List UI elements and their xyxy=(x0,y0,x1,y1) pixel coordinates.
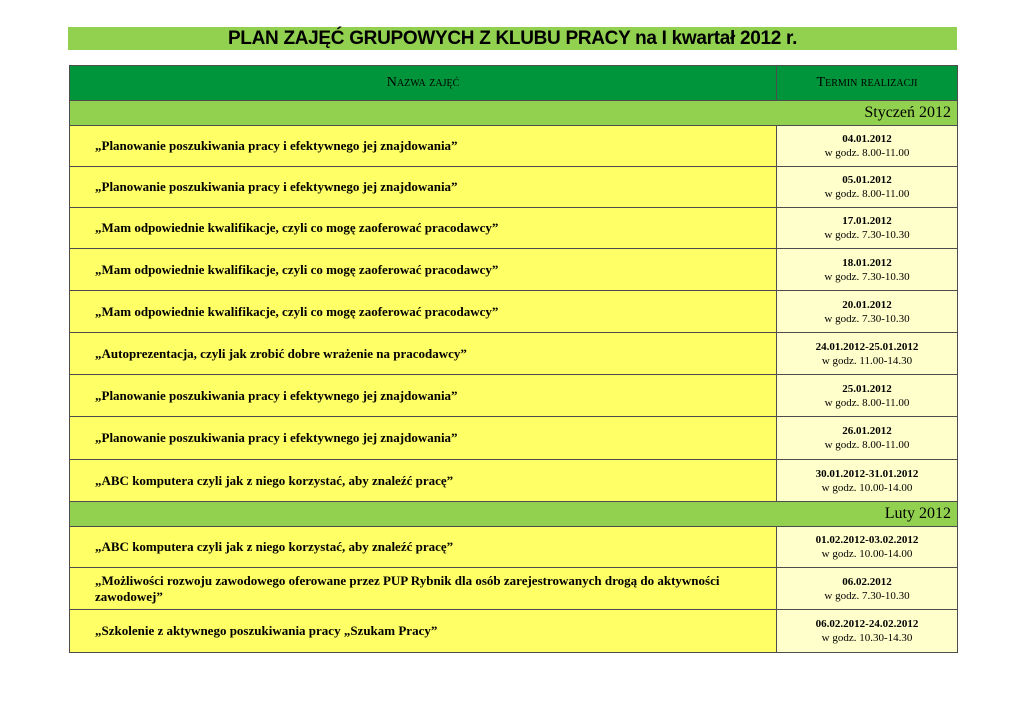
session-date: 05.01.2012 xyxy=(842,174,892,186)
session-hours: w godz. 10.00-14.00 xyxy=(821,481,913,494)
session-name: „Planowanie poszukiwania pracy i efektywnego jej znajdowania” xyxy=(70,375,777,417)
table-row xyxy=(70,333,958,375)
session-term xyxy=(777,208,958,249)
session-hours: w godz. 7.30-10.30 xyxy=(824,229,910,241)
month-row xyxy=(70,101,958,126)
session-hours: w godz. 7.30-10.30 xyxy=(824,270,910,283)
session-term xyxy=(777,460,958,502)
session-name: „Mam odpowiednie kwalifikacje, czyli co mogę zaoferować pracodawcy” xyxy=(70,249,777,291)
page-title: PLAN ZAJĘĆ GRUPOWYCH Z KLUBU PRACY na I kwartał 2012 r. xyxy=(68,27,957,50)
session-name: „Planowanie poszukiwania pracy i efektywnego jej znajdowania” xyxy=(70,167,777,208)
table-row xyxy=(70,417,958,460)
session-name: „ABC komputera czyli jak z niego korzystać, aby znaleźć pracę” xyxy=(70,460,777,502)
session-hours: w godz. 8.00-11.00 xyxy=(824,396,910,409)
session-hours: w godz. 8.00-11.00 xyxy=(824,147,910,159)
session-term xyxy=(777,333,958,375)
session-term xyxy=(777,527,958,568)
table-header-row xyxy=(70,66,958,101)
session-term xyxy=(777,375,958,417)
table-row xyxy=(70,568,958,610)
session-hours: w godz. 11.00-14.30 xyxy=(821,354,913,367)
session-hours: w godz. 10.30-14.30 xyxy=(821,632,913,644)
session-date: 30.01.2012-31.01.2012 xyxy=(815,467,919,480)
table-row xyxy=(70,167,958,208)
session-name: „Planowanie poszukiwania pracy i efektywnego jej znajdowania” xyxy=(70,417,777,460)
session-hours: w godz. 7.30-10.30 xyxy=(824,589,910,602)
month-label: Luty 2012 xyxy=(70,502,958,527)
session-name: „Planowanie poszukiwania pracy i efektywnego jej znajdowania” xyxy=(70,126,777,167)
session-hours: w godz. 8.00-11.00 xyxy=(824,439,910,451)
session-date: 06.02.2012 xyxy=(842,575,892,588)
column-header-name: Nazwa zajęć xyxy=(70,66,777,101)
table-row xyxy=(70,610,958,653)
session-hours: w godz. 10.00-14.00 xyxy=(821,548,913,560)
column-header-term: Termin realizacji xyxy=(777,66,958,101)
session-date: 17.01.2012 xyxy=(842,215,892,227)
session-name: „Mam odpowiednie kwalifikacje, czyli co mogę zaoferować pracodawcy” xyxy=(70,208,777,249)
session-name: „Autoprezentacja, czyli jak zrobić dobre wrażenie na pracodawcy” xyxy=(70,333,777,375)
month-label: Styczeń 2012 xyxy=(70,101,958,126)
table-row xyxy=(70,291,958,333)
session-date: 24.01.2012-25.01.2012 xyxy=(815,340,919,353)
session-date: 20.01.2012 xyxy=(842,298,892,311)
session-date: 25.01.2012 xyxy=(842,382,892,395)
session-name: „Mam odpowiednie kwalifikacje, czyli co mogę zaoferować pracodawcy” xyxy=(70,291,777,333)
schedule-table xyxy=(69,65,958,653)
session-term xyxy=(777,610,958,653)
table-row xyxy=(70,460,958,502)
table-row xyxy=(70,249,958,291)
session-term xyxy=(777,568,958,610)
session-term xyxy=(777,291,958,333)
table-row xyxy=(70,126,958,167)
month-row xyxy=(70,502,958,527)
session-date: 26.01.2012 xyxy=(842,425,892,437)
session-term xyxy=(777,126,958,167)
session-name: „Możliwości rozwoju zawodowego oferowane przez PUP Rybnik dla osób zarejestrowanych drogą do aktywności zawodowej” xyxy=(70,568,777,610)
session-date: 01.02.2012-03.02.2012 xyxy=(815,534,919,546)
session-name: „Szkolenie z aktywnego poszukiwania pracy „Szukam Pracy” xyxy=(70,610,777,653)
table-row xyxy=(70,208,958,249)
session-hours: w godz. 8.00-11.00 xyxy=(824,188,910,200)
session-date: 18.01.2012 xyxy=(842,256,892,269)
table-row xyxy=(70,375,958,417)
session-date: 06.02.2012-24.02.2012 xyxy=(815,618,919,630)
session-term xyxy=(777,417,958,460)
table-row xyxy=(70,527,958,568)
session-date: 04.01.2012 xyxy=(842,133,892,145)
session-term xyxy=(777,249,958,291)
session-name: „ABC komputera czyli jak z niego korzystać, aby znaleźć pracę” xyxy=(70,527,777,568)
session-hours: w godz. 7.30-10.30 xyxy=(824,312,910,325)
session-term xyxy=(777,167,958,208)
